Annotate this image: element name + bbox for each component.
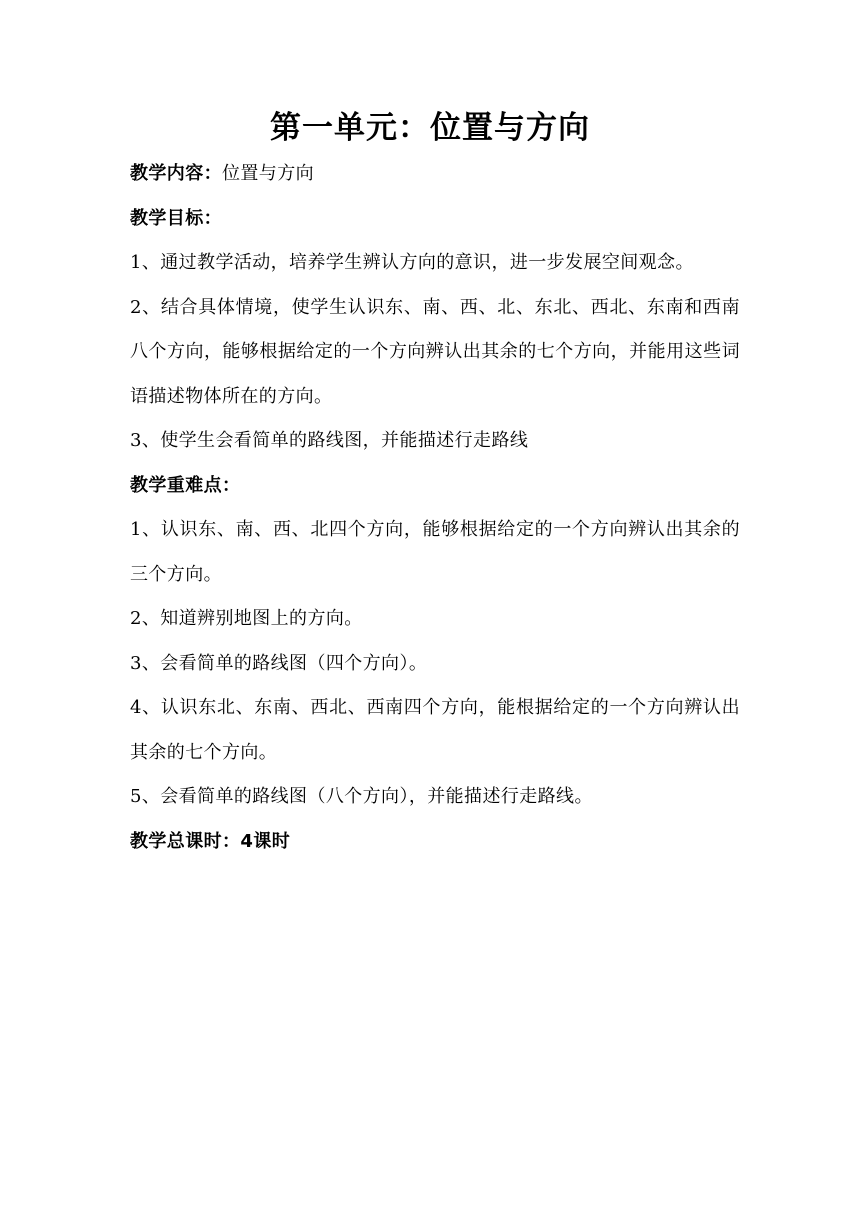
document-body bbox=[130, 152, 740, 864]
objective-item: 3、使学生会看简单的路线图，并能描述行走路线 bbox=[130, 430, 529, 451]
objectives-heading: 教学目标： bbox=[130, 207, 222, 229]
objective-item: 1、通过教学活动，培养学生辨认方向的意识，进一步发展空间观念。 bbox=[130, 252, 694, 273]
key-point-item: 5、会看简单的路线图（八个方向），并能描述行走路线。 bbox=[130, 786, 593, 807]
page-title: 第一单元：位置与方向 bbox=[270, 110, 590, 146]
key-point-item: 2、知道辨别地图上的方向。 bbox=[130, 608, 363, 629]
teaching-content-value: 位置与方向 bbox=[222, 163, 314, 184]
total-hours-line: 教学总课时：4课时 bbox=[130, 830, 291, 852]
objective-item: 2、结合具体情境，使学生认识东、南、西、北、东北、西北、东南和西南八个方向，能够根据给定的一个方向辨认出其余的七个方向，并能用这些词语描述物体所在的方向。 bbox=[130, 296, 740, 407]
key-points-heading: 教学重难点： bbox=[130, 474, 241, 496]
key-point-item: 3、会看简单的路线图（四个方向）。 bbox=[130, 652, 428, 674]
teaching-content-label: 教学内容： bbox=[130, 163, 222, 184]
key-point-item: 1、认识东、南、西、北四个方向，能够根据给定的一个方向辨认出其余的三个方向。 bbox=[130, 519, 740, 585]
key-point-item: 4、认识东北、东南、西北、西南四个方向，能根据给定的一个方向辨认出其余的七个方向。 bbox=[130, 697, 740, 763]
teaching-content-line bbox=[130, 152, 740, 197]
